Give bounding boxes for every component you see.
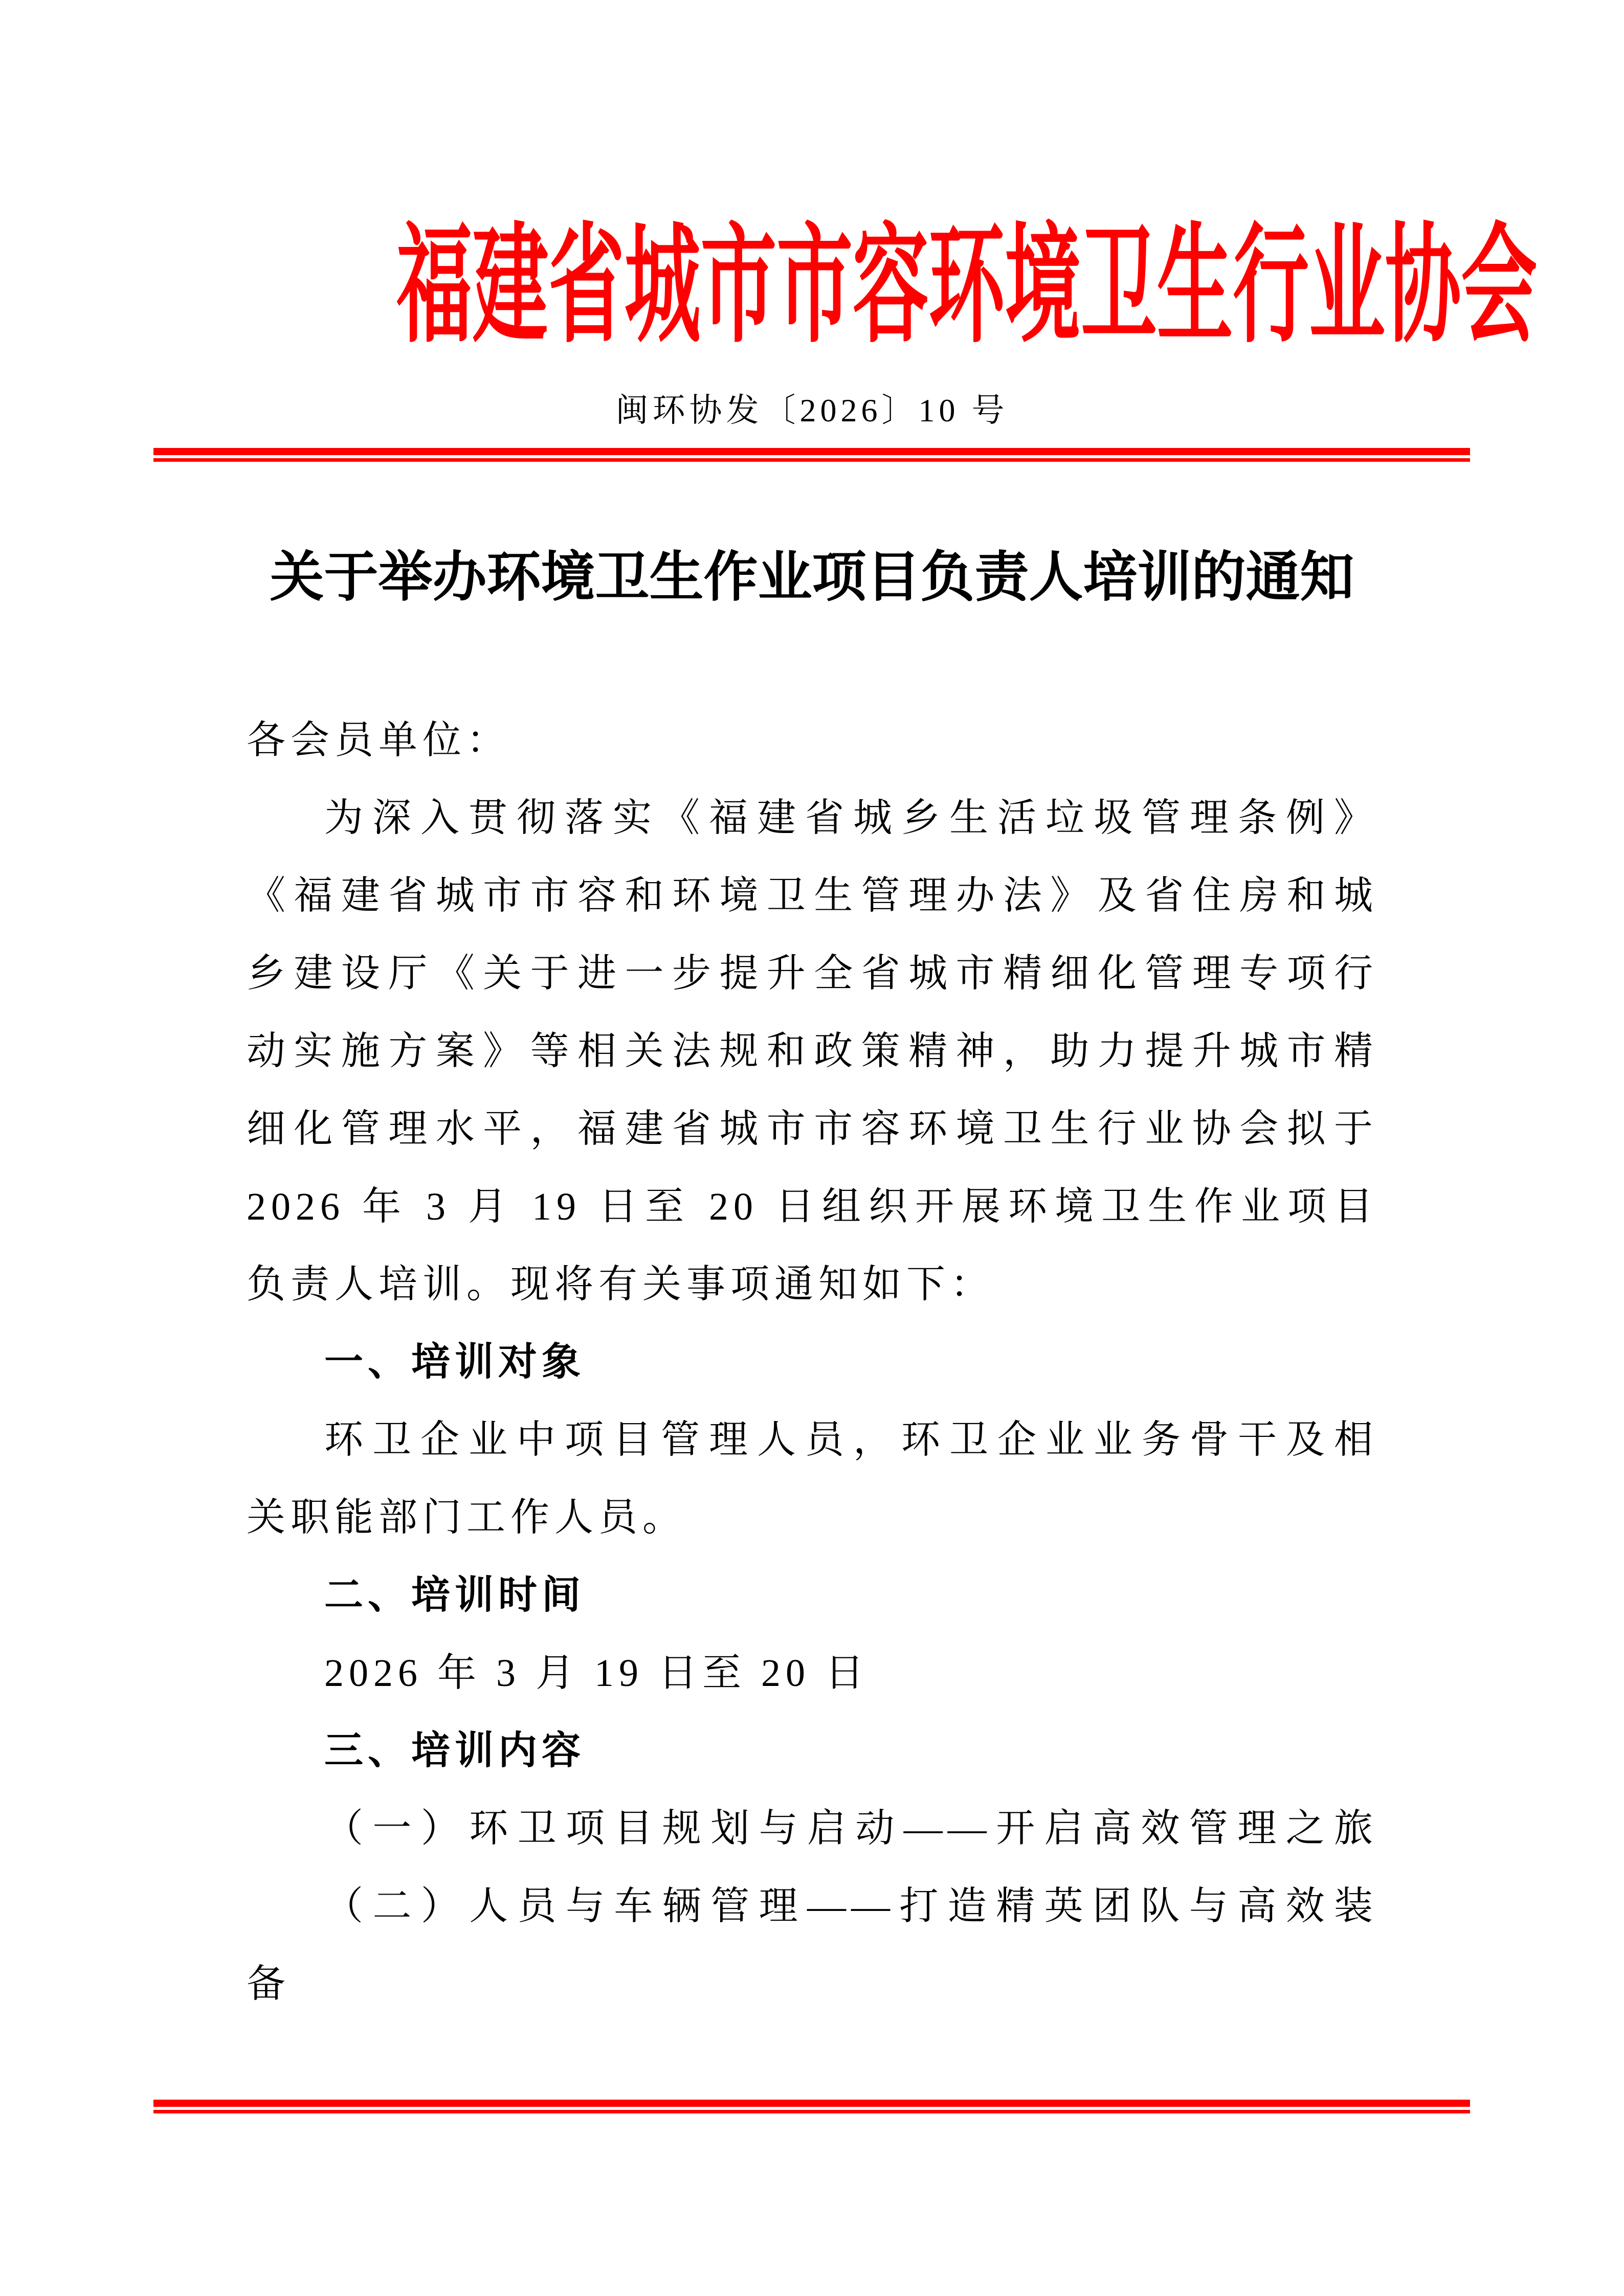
footer-rule xyxy=(153,2100,1470,2113)
header-rule-thin-bar xyxy=(153,458,1470,462)
body-line: 乡建设厅《关于进一步提升全省城市精细化管理专项行 xyxy=(247,952,1378,995)
body-line: 一、培训对象 xyxy=(324,1340,585,1384)
body-line: 为深入贯彻落实《福建省城乡生活垃圾管理条例》 xyxy=(324,797,1378,840)
body-line: 2026 年 3 月 19 日至 20 日 xyxy=(324,1652,869,1695)
body-line: 2026 年 3 月 19 日至 20 日组织开展环境卫生作业项目 xyxy=(247,1185,1378,1228)
body-line: 《福建省城市市容和环境卫生管理办法》及省住房和城 xyxy=(247,874,1378,917)
header-rule xyxy=(153,448,1470,462)
doc-number: 闽环协发〔2026〕10 号 xyxy=(615,392,1009,429)
body-line: 二、培训时间 xyxy=(324,1573,585,1617)
header-rule-thick-bar xyxy=(153,448,1470,455)
body-line: 负责人培训。现将有关事项通知如下： xyxy=(247,1263,994,1306)
body-line: （二）人员与车辆管理——打造精英团队与高效装 xyxy=(324,1885,1378,1928)
body-line: 各会员单位： xyxy=(247,719,510,762)
body-line: （一）环卫项目规划与启动——开启高效管理之旅 xyxy=(324,1807,1378,1850)
body-line: 备 xyxy=(247,1963,291,2006)
body-line: 细化管理水平，福建省城市市容环境卫生行业协会拟于 xyxy=(247,1108,1378,1151)
page-title: 关于举办环境卫生作业项目负责人培训的通知 xyxy=(270,548,1354,607)
body-line: 环卫企业中项目管理人员，环卫企业业务骨干及相 xyxy=(324,1419,1378,1461)
footer-rule-thick-bar xyxy=(153,2100,1470,2107)
body-line: 动实施方案》等相关法规和政策精神，助力提升城市精 xyxy=(247,1030,1378,1073)
body-line: 关职能部门工作人员。 xyxy=(247,1496,686,1539)
footer-rule-thin-bar xyxy=(153,2110,1470,2113)
org-title-text: 福建省城市市容环境卫生行业协会 xyxy=(396,215,1538,358)
body-line: 三、培训内容 xyxy=(324,1729,585,1772)
org-masthead xyxy=(0,205,1624,368)
document-body xyxy=(247,702,1378,2023)
